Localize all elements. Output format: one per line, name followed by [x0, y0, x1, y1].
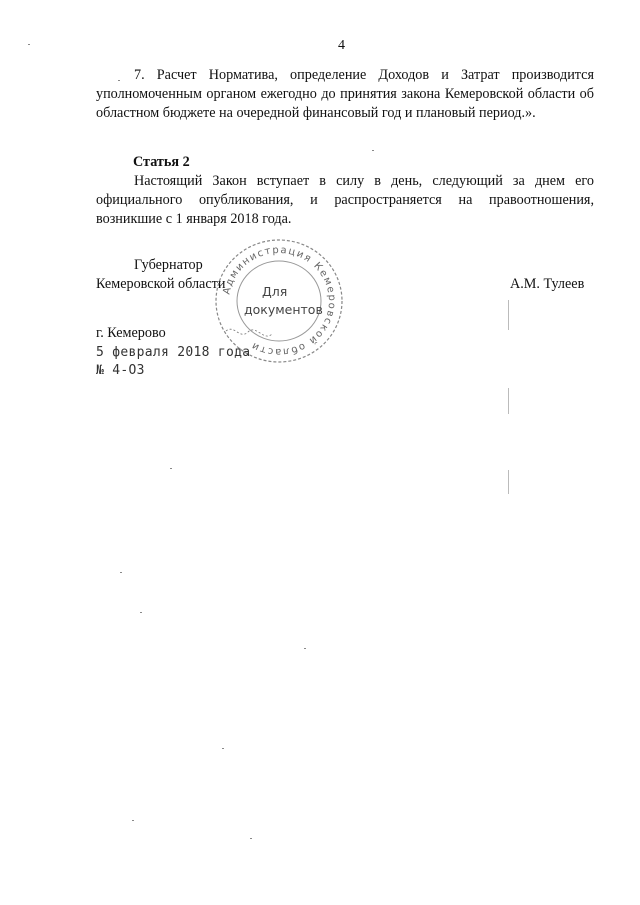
seal-center-line-2: документов	[244, 302, 323, 317]
scan-speck	[170, 468, 172, 469]
scan-speck	[304, 648, 306, 649]
scan-speck	[28, 44, 30, 45]
scan-speck	[140, 612, 142, 613]
scan-line	[508, 300, 509, 330]
seal-center-line-1: Для	[262, 284, 288, 299]
signatory-title: Губернатор	[134, 257, 203, 273]
scan-speck	[132, 820, 134, 821]
svg-text:Администрация Кемеровской обла	[221, 245, 337, 357]
scan-speck	[222, 748, 224, 749]
signing-place: г. Кемерово	[96, 325, 166, 341]
date-stamp: 5 февраля 2018 года	[96, 345, 251, 360]
page-number: 4	[338, 38, 345, 53]
scan-speck	[372, 150, 374, 151]
scan-speck	[250, 838, 252, 839]
number-stamp: № 4-ОЗ	[96, 363, 145, 378]
article-2-text: Настоящий Закон вступает в силу в день, следующий за днем его официального опубликования, и распространяется на правоотношения, возникшие с 1 января 2018 года.	[96, 173, 594, 227]
scan-line	[508, 470, 509, 494]
signatory-region: Кемеровской области	[96, 276, 226, 292]
scan-line	[508, 388, 509, 414]
seal-ring-text: Администрация Кемеровской области	[221, 244, 338, 358]
signatory-name: А.М. Тулеев	[510, 276, 585, 292]
article-2-heading: Статья 2	[133, 154, 190, 170]
paragraph-7-text: 7. Расчет Норматива, определение Доходов и Затрат производится уполномоченным органом ежегодно до принятия закона Кемеровской области об областном бюджете на очередной финансовый год и плановый период.».	[96, 67, 594, 121]
article-2-paragraph	[96, 172, 594, 229]
scan-speck	[120, 572, 122, 573]
paragraph-7	[96, 66, 594, 123]
scan-speck	[118, 80, 120, 81]
